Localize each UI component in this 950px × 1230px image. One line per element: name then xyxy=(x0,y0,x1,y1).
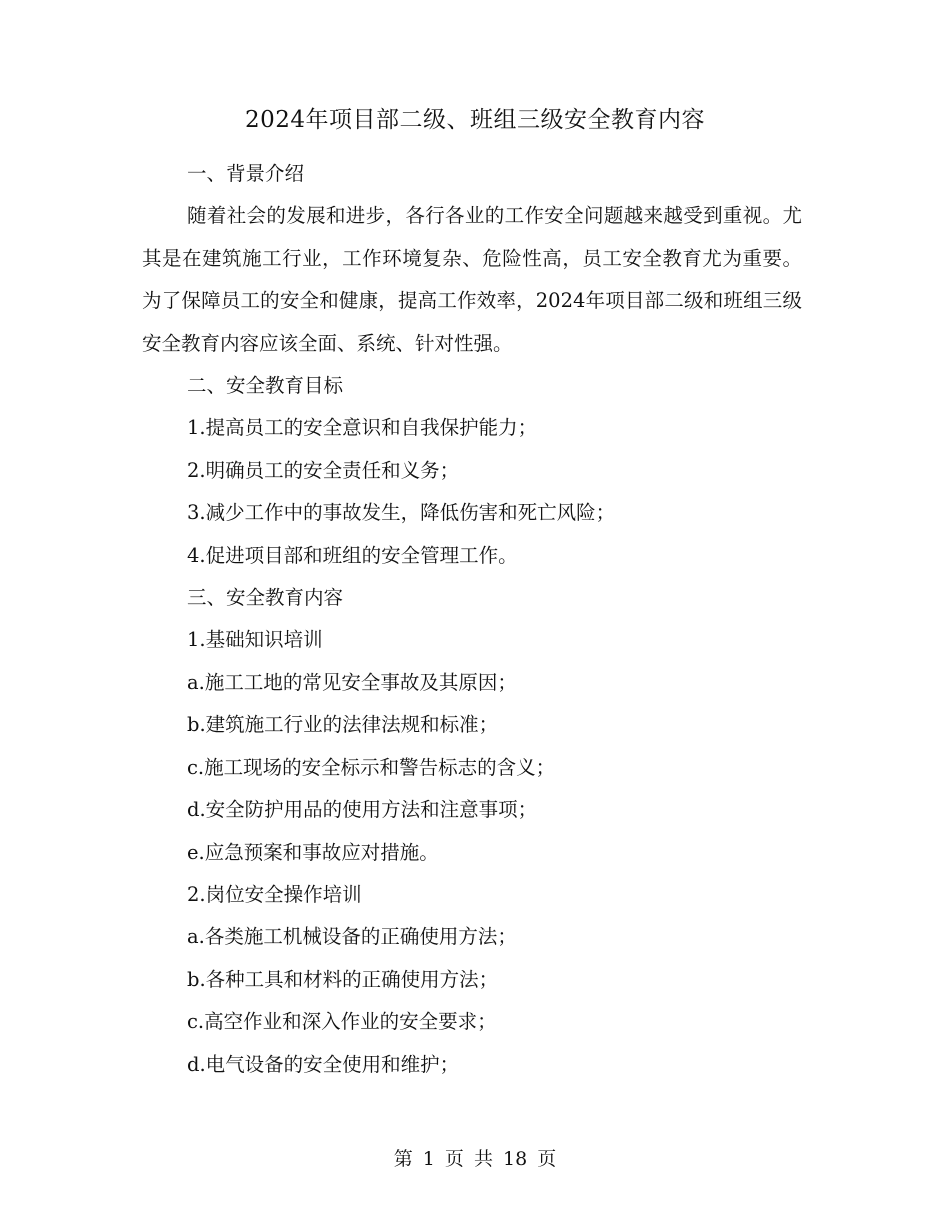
operation-training-item: a.各类施工机械设备的正确使用方法； xyxy=(187,925,517,949)
document-title: 2024年项目部二级、班组三级安全教育内容 xyxy=(244,107,706,133)
goal-item: 4.促进项目部和班组的安全管理工作。 xyxy=(187,543,518,567)
subsection-heading-basic-training: 1.基础知识培训 xyxy=(187,628,323,652)
goal-item: 1.提高员工的安全意识和自我保护能力； xyxy=(187,416,538,440)
basic-training-item: d.安全防护用品的使用方法和注意事项； xyxy=(187,798,538,822)
page-number-footer: 第 1 页 共 18 页 xyxy=(393,1148,557,1170)
background-paragraph: 随着社会的发展和进步，各行各业的工作安全问题越来越受到重视。尤其是在建筑施工行业，工作环境复杂、危险性高，员工安全教育尤为重要。为了保障员工的安全和健康，提高工作效率，2024年项目部二级和班组三级安全教育内容应该全面、系统、针对性强。 xyxy=(142,204,802,355)
basic-training-item: a.施工工地的常见安全事故及其原因； xyxy=(187,670,517,694)
section-heading-content: 三、安全教育内容 xyxy=(187,586,344,610)
operation-training-item: c.高空作业和深入作业的安全要求； xyxy=(187,1010,497,1034)
operation-training-item: b.各种工具和材料的正确使用方法； xyxy=(187,967,499,991)
section-heading-goals: 二、安全教育目标 xyxy=(187,374,344,398)
basic-training-item: b.建筑施工行业的法律法规和标准； xyxy=(187,713,499,737)
document-body xyxy=(142,153,802,1086)
basic-training-item: c.施工现场的安全标示和警告标志的含义； xyxy=(187,755,556,779)
section-heading-background: 一、背景介绍 xyxy=(187,162,305,185)
goal-item: 3.减少工作中的事故发生，降低伤害和死亡风险； xyxy=(187,501,616,525)
basic-training-item: e.应急预案和事故应对措施。 xyxy=(187,840,439,864)
operation-training-item: d.电气设备的安全使用和维护； xyxy=(187,1052,460,1076)
goal-item: 2.明确员工的安全责任和义务； xyxy=(187,458,460,482)
subsection-heading-operation-training: 2.岗位安全操作培训 xyxy=(187,882,362,906)
